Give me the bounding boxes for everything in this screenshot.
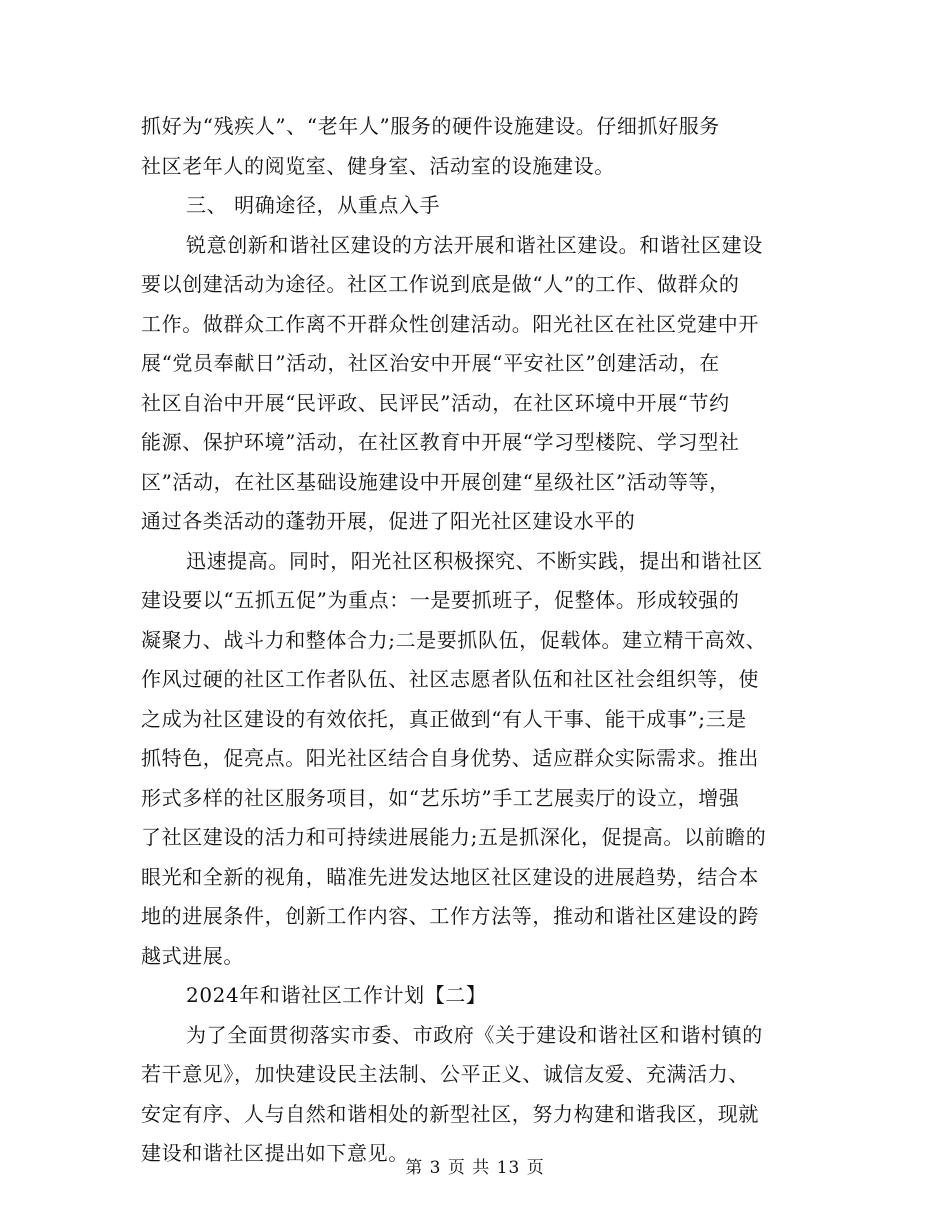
- text-line: 安定有序、人与自然和谐相处的新型社区，努力构建和谐我区，现就: [141, 1101, 759, 1126]
- text-line: 若干意见》，加快建设民主法制、公平正义、诚信友爱、充满活力、: [141, 1062, 749, 1086]
- text-line: 为了全面贯彻落实市委、市政府《关于建设和谐社区和谐村镇的: [186, 1022, 763, 1047]
- document-body: [141, 107, 821, 1174]
- text-line: 三、 明确途径，从重点入手: [186, 193, 441, 217]
- text-line: 建设和谐社区提出如下意见。: [141, 1141, 409, 1165]
- text-line: 能源、保护环境”活动，在社区教育中开展“学习型楼院、学习型社: [141, 430, 740, 454]
- text-line: 作风过硬的社区工作者队伍、社区志愿者队伍和社区社会组织等，使: [141, 667, 759, 691]
- text-line: 眼光和全新的视角，瞄准先进发达地区社区建设的进展趋势，结合本: [141, 864, 759, 889]
- text-line: 通过各类活动的蓬勃开展，促进了阳光社区建设水平的: [141, 509, 636, 533]
- text-line: 抓特色，促亮点。阳光社区结合自身优势、适应群众实际需求。推出: [141, 746, 759, 770]
- text-line: 锐意创新和谐社区建设的方法开展和谐社区建设。和谐社区建设: [186, 232, 763, 257]
- text-line: 地的进展条件，创新工作内容、工作方法等，推动和谐社区建设的跨: [141, 904, 759, 928]
- text-line: 区”活动，在社区基础设施建设中开展创建“星级社区”活动等等，: [141, 469, 730, 494]
- text-line: 展“党员奉献日”活动，社区治安中开展“平安社区”创建活动，在: [141, 351, 720, 375]
- text-line: 迅速提高。同时，阳光社区积极探究、不断实践，提出和谐社区: [186, 548, 763, 573]
- text-line: 社区自治中开展“民评政、民评民”活动，在社区环境中开展“节约: [141, 390, 730, 415]
- text-line: 建设要以“五抓五促”为重点：一是要抓班子，促整体。形成较强的: [141, 588, 740, 612]
- text-line: 越式进展。: [141, 943, 244, 968]
- text-line: 社区老年人的阅览室、健身室、活动室的设施建设。: [141, 153, 615, 178]
- text-line: 凝聚力、战斗力和整体合力;二是要抓队伍，促载体。建立精干高效、: [141, 627, 767, 652]
- text-line: 之成为社区建设的有效依托，真正做到“有人干事、能干成事”;三是: [141, 706, 747, 731]
- text-line: 2024年和谐社区工作计划【二】: [186, 983, 487, 1007]
- text-line: 形式多样的社区服务项目，如“艺乐坊”手工艺展卖厅的设立，增强: [141, 785, 740, 810]
- page-footer: 第 3 页 共 13 页: [405, 1158, 545, 1178]
- text-line: 工作。做群众工作离不开群众性创建活动。阳光社区在社区党建中开: [141, 311, 759, 336]
- text-line: 了社区建设的活力和可持续进展能力;五是抓深化，促提高。以前瞻的: [141, 825, 767, 849]
- text-line: 要以创建活动为途径。社区工作说到底是做“人”的工作、做群众的: [141, 272, 740, 296]
- text-line: 抓好为“残疾人”、“老年人”服务的硬件设施建设。仔细抓好服务: [141, 114, 720, 138]
